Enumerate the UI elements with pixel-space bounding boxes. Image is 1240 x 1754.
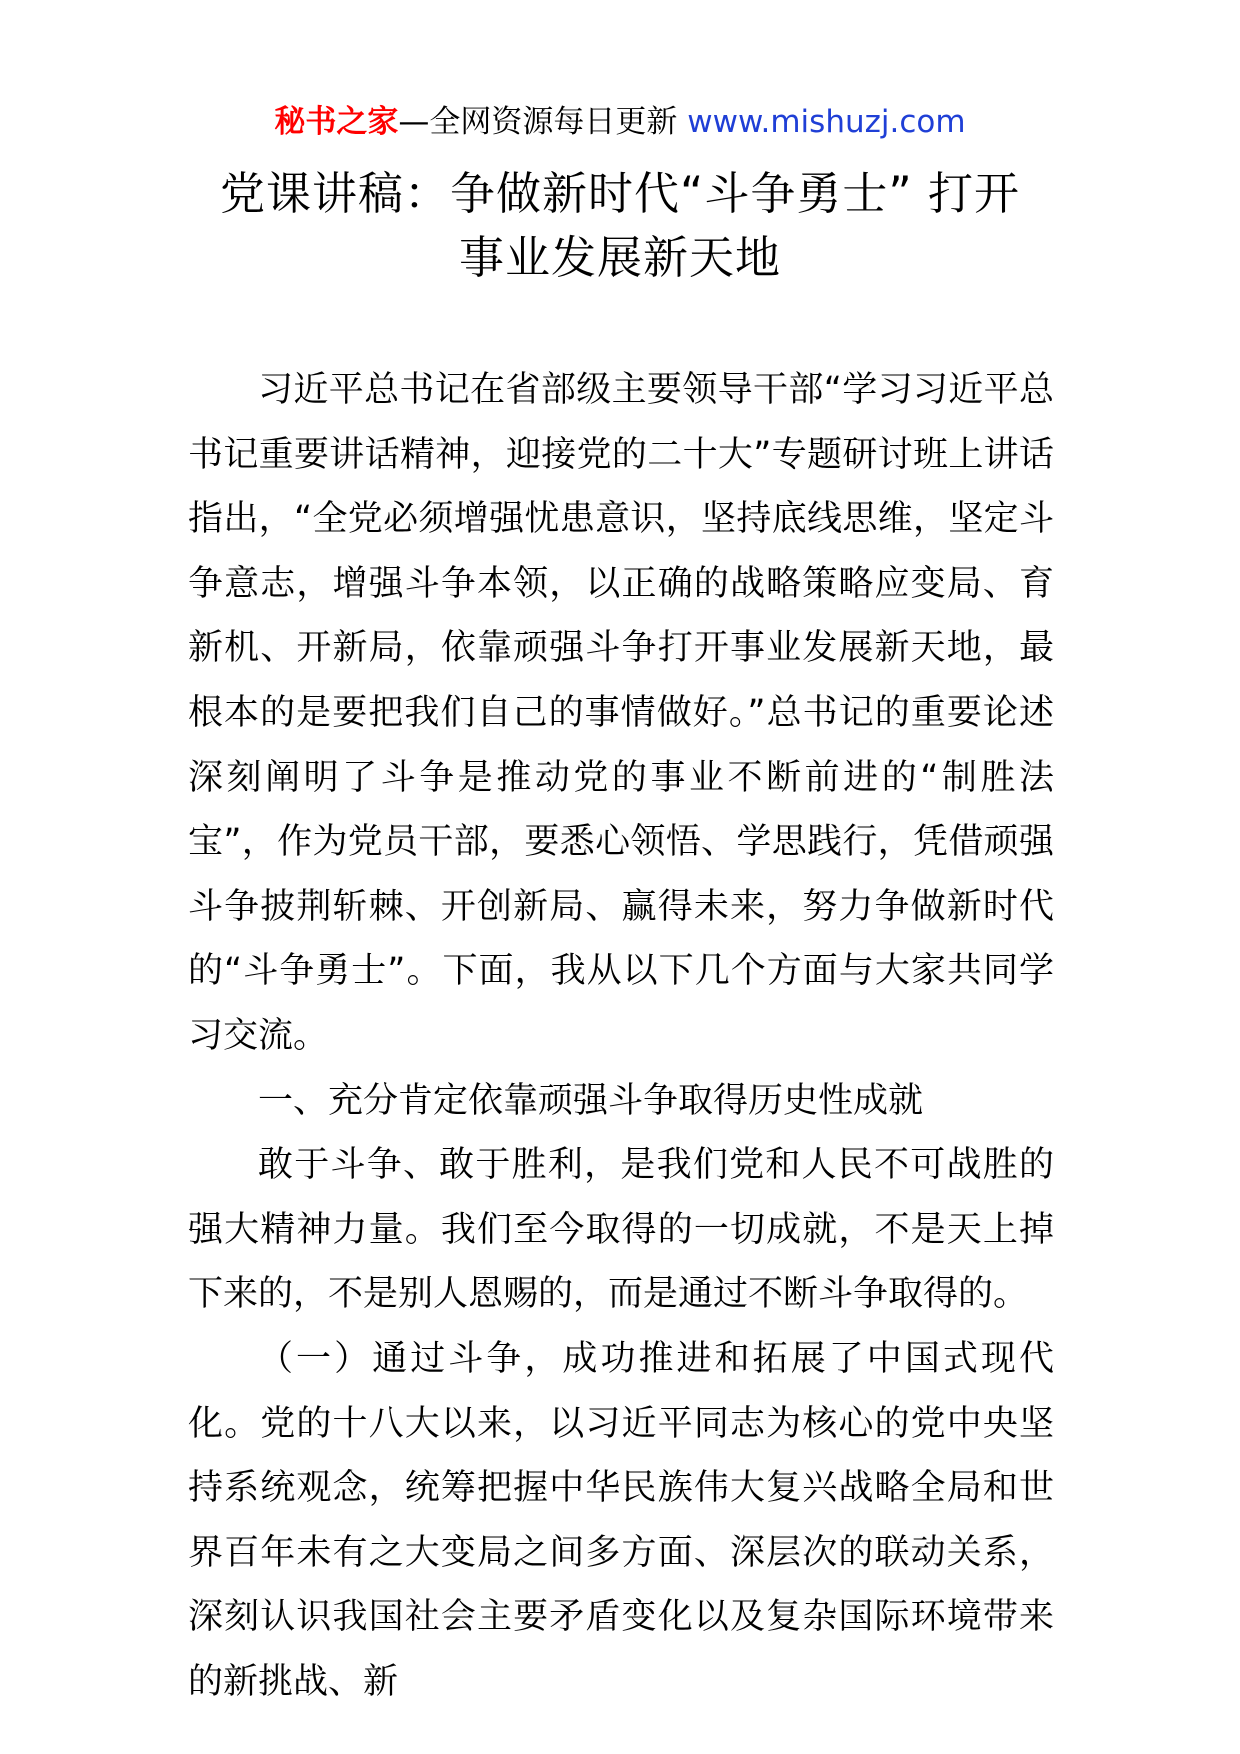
title-line-2: 事业发展新天地 [458,231,781,284]
header-tagline: —全网资源每日更新 [398,104,688,140]
body-paragraph-3: （一）通过斗争，成功推进和拓展了中国式现代化。党的十八大以来，以习近平同志为核心的党中央坚持系统观念，统筹把握中华民族伟大复兴战略全局和世界百年未有之大变局之间多方面、深层次的联动关系，深刻认识我国社会主要矛盾变化以及复杂国际环境带来的新挑战、新 [188,1338,1054,1702]
site-header [0,100,1240,144]
brand-name: 秘书之家 [274,104,399,140]
document-body [188,358,1054,1714]
document-title [180,162,1060,290]
body-paragraph-2: 敢于斗争、敢于胜利，是我们党和人民不可战胜的强大精神力量。我们至今取得的一切成就，不是天上掉下来的，不是别人恩赐的，而是通过不断斗争取得的。 [188,1145,1054,1315]
title-line-1: 党课讲稿：争做新时代“斗争勇士” 打开 [220,167,1020,220]
section-heading-1: 一、充分肯定依靠顽强斗争取得历史性成就 [258,1080,924,1121]
site-url-link[interactable]: www.mishuzj.com [687,104,966,140]
body-paragraph-intro: 习近平总书记在省部级主要领导干部“学习习近平总书记重要讲话精神，迎接党的二十大”专题研讨班上讲话指出，“全党必须增强忧患意识，坚持底线思维，坚定斗争意志，增强斗争本领，以正确的战略策略应变局、育新机、开新局，依靠顽强斗争打开事业发展新天地，最根本的是要把我们自己的事情做好。”总书记的重要论述深刻阐明了斗争是推动党的事业不断前进的“制胜法宝”，作为党员干部，要悉心领悟、学思践行，凭借顽强斗争披荆斩棘、开创新局、赢得未来，努力争做新时代的“斗争勇士”。下面，我从以下几个方面与大家共同学习交流。 [188,370,1054,1056]
